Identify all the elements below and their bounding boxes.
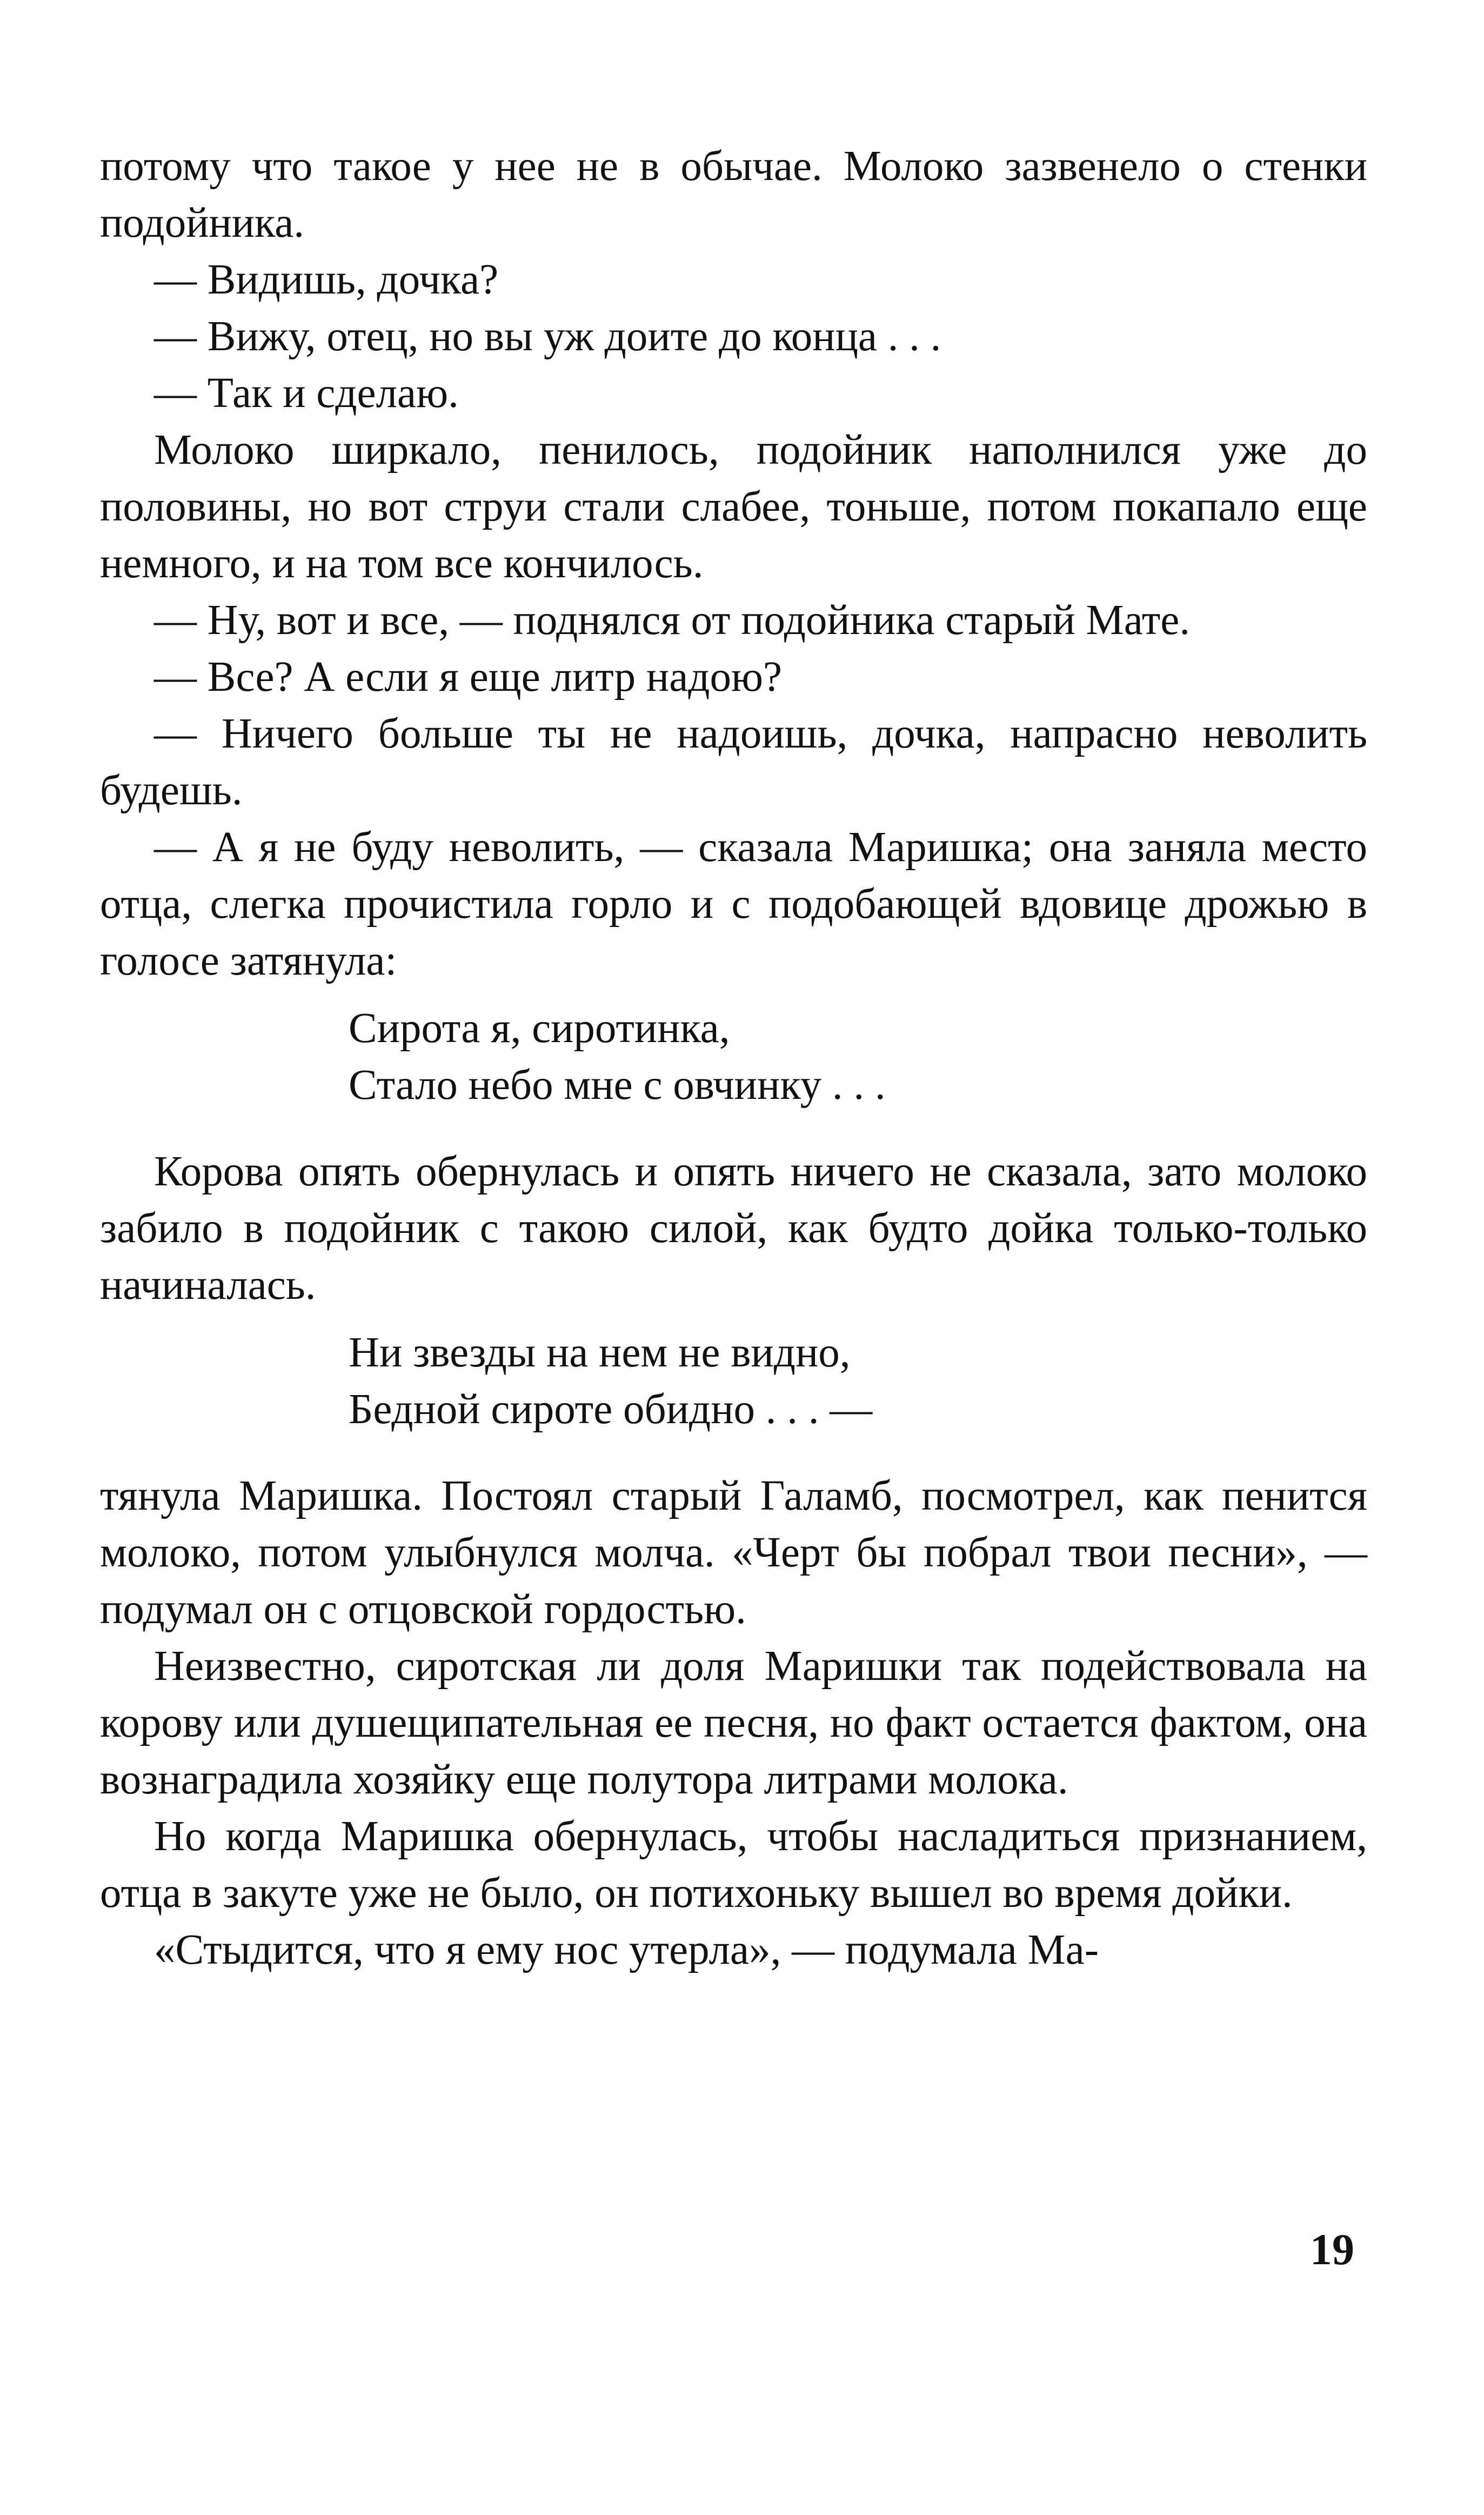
verse-line: Ни звезды на нем не видно, [349, 1329, 851, 1376]
paragraph: Молоко ширкало, пенилось, подойник наполнился уже до половины, но вот струи стали слабее, тоньше, потом покапало еще немного, и на том все кончилось. [100, 426, 1367, 587]
paragraph: Но когда Маришка обернулась, чтобы насладиться признанием, отца в закуте уже не было, он потихоньку вышел во время дойки. [100, 1813, 1367, 1917]
verse-line: Сирота я, сиротинка, [349, 1005, 730, 1052]
page-number: 19 [1310, 2225, 1354, 2274]
paragraph: Неизвестно, сиротская ли доля Маришки так подействовала на корову или душещипательная ее песня, но факт остается фактом, она вознаградила хозяйку еще полутора литрами молока. [100, 1643, 1367, 1803]
dialogue-line: — Вижу, отец, но вы уж доите до конца . . . [154, 313, 941, 360]
dialogue-line: — Так и сделаю. [154, 370, 459, 417]
paragraph: тянула Маришка. Постоял старый Галамб, посмотрел, как пенится молоко, потом улыбнулся молча. «Черт бы побрал твои песни», — подумал он с отцовской гордостью. [100, 1472, 1367, 1633]
verse-stanza [100, 1000, 1367, 1113]
paragraph: потому что такое у нее не в обычае. Молоко зазвенело о стенки подойника. [100, 143, 1367, 246]
verse-stanza [100, 1324, 1367, 1438]
paragraph: Корова опять обернулась и опять ничего не сказала, зато молоко забило в подойник с такою силой, как будто дойка только-только начиналась. [100, 1148, 1367, 1309]
dialogue-line: — Ничего больше ты не надоишь, дочка, напрасно неволить будешь. [100, 710, 1367, 814]
page-body [100, 138, 1367, 1978]
dialogue-line: — Видишь, дочка? [154, 256, 499, 303]
dialogue-line: — А я не буду неволить, — сказала Маришка; она заняла место отца, слегка прочистила горло и с подобающей вдовице дрожью в голосе затянула: [100, 824, 1367, 984]
dialogue-line: — Ну, вот и все, — поднялся от подойника старый Мате. [154, 597, 1191, 644]
verse-line: Бедной сироте обидно . . . — [349, 1386, 873, 1433]
verse-line: Стало небо мне с овчинку . . . [349, 1062, 886, 1109]
paragraph: «Стыдится, что я ему нос утерла», — подумала Ма- [154, 1926, 1099, 1973]
dialogue-line: — Все? А если я еще литр надою? [154, 653, 783, 701]
